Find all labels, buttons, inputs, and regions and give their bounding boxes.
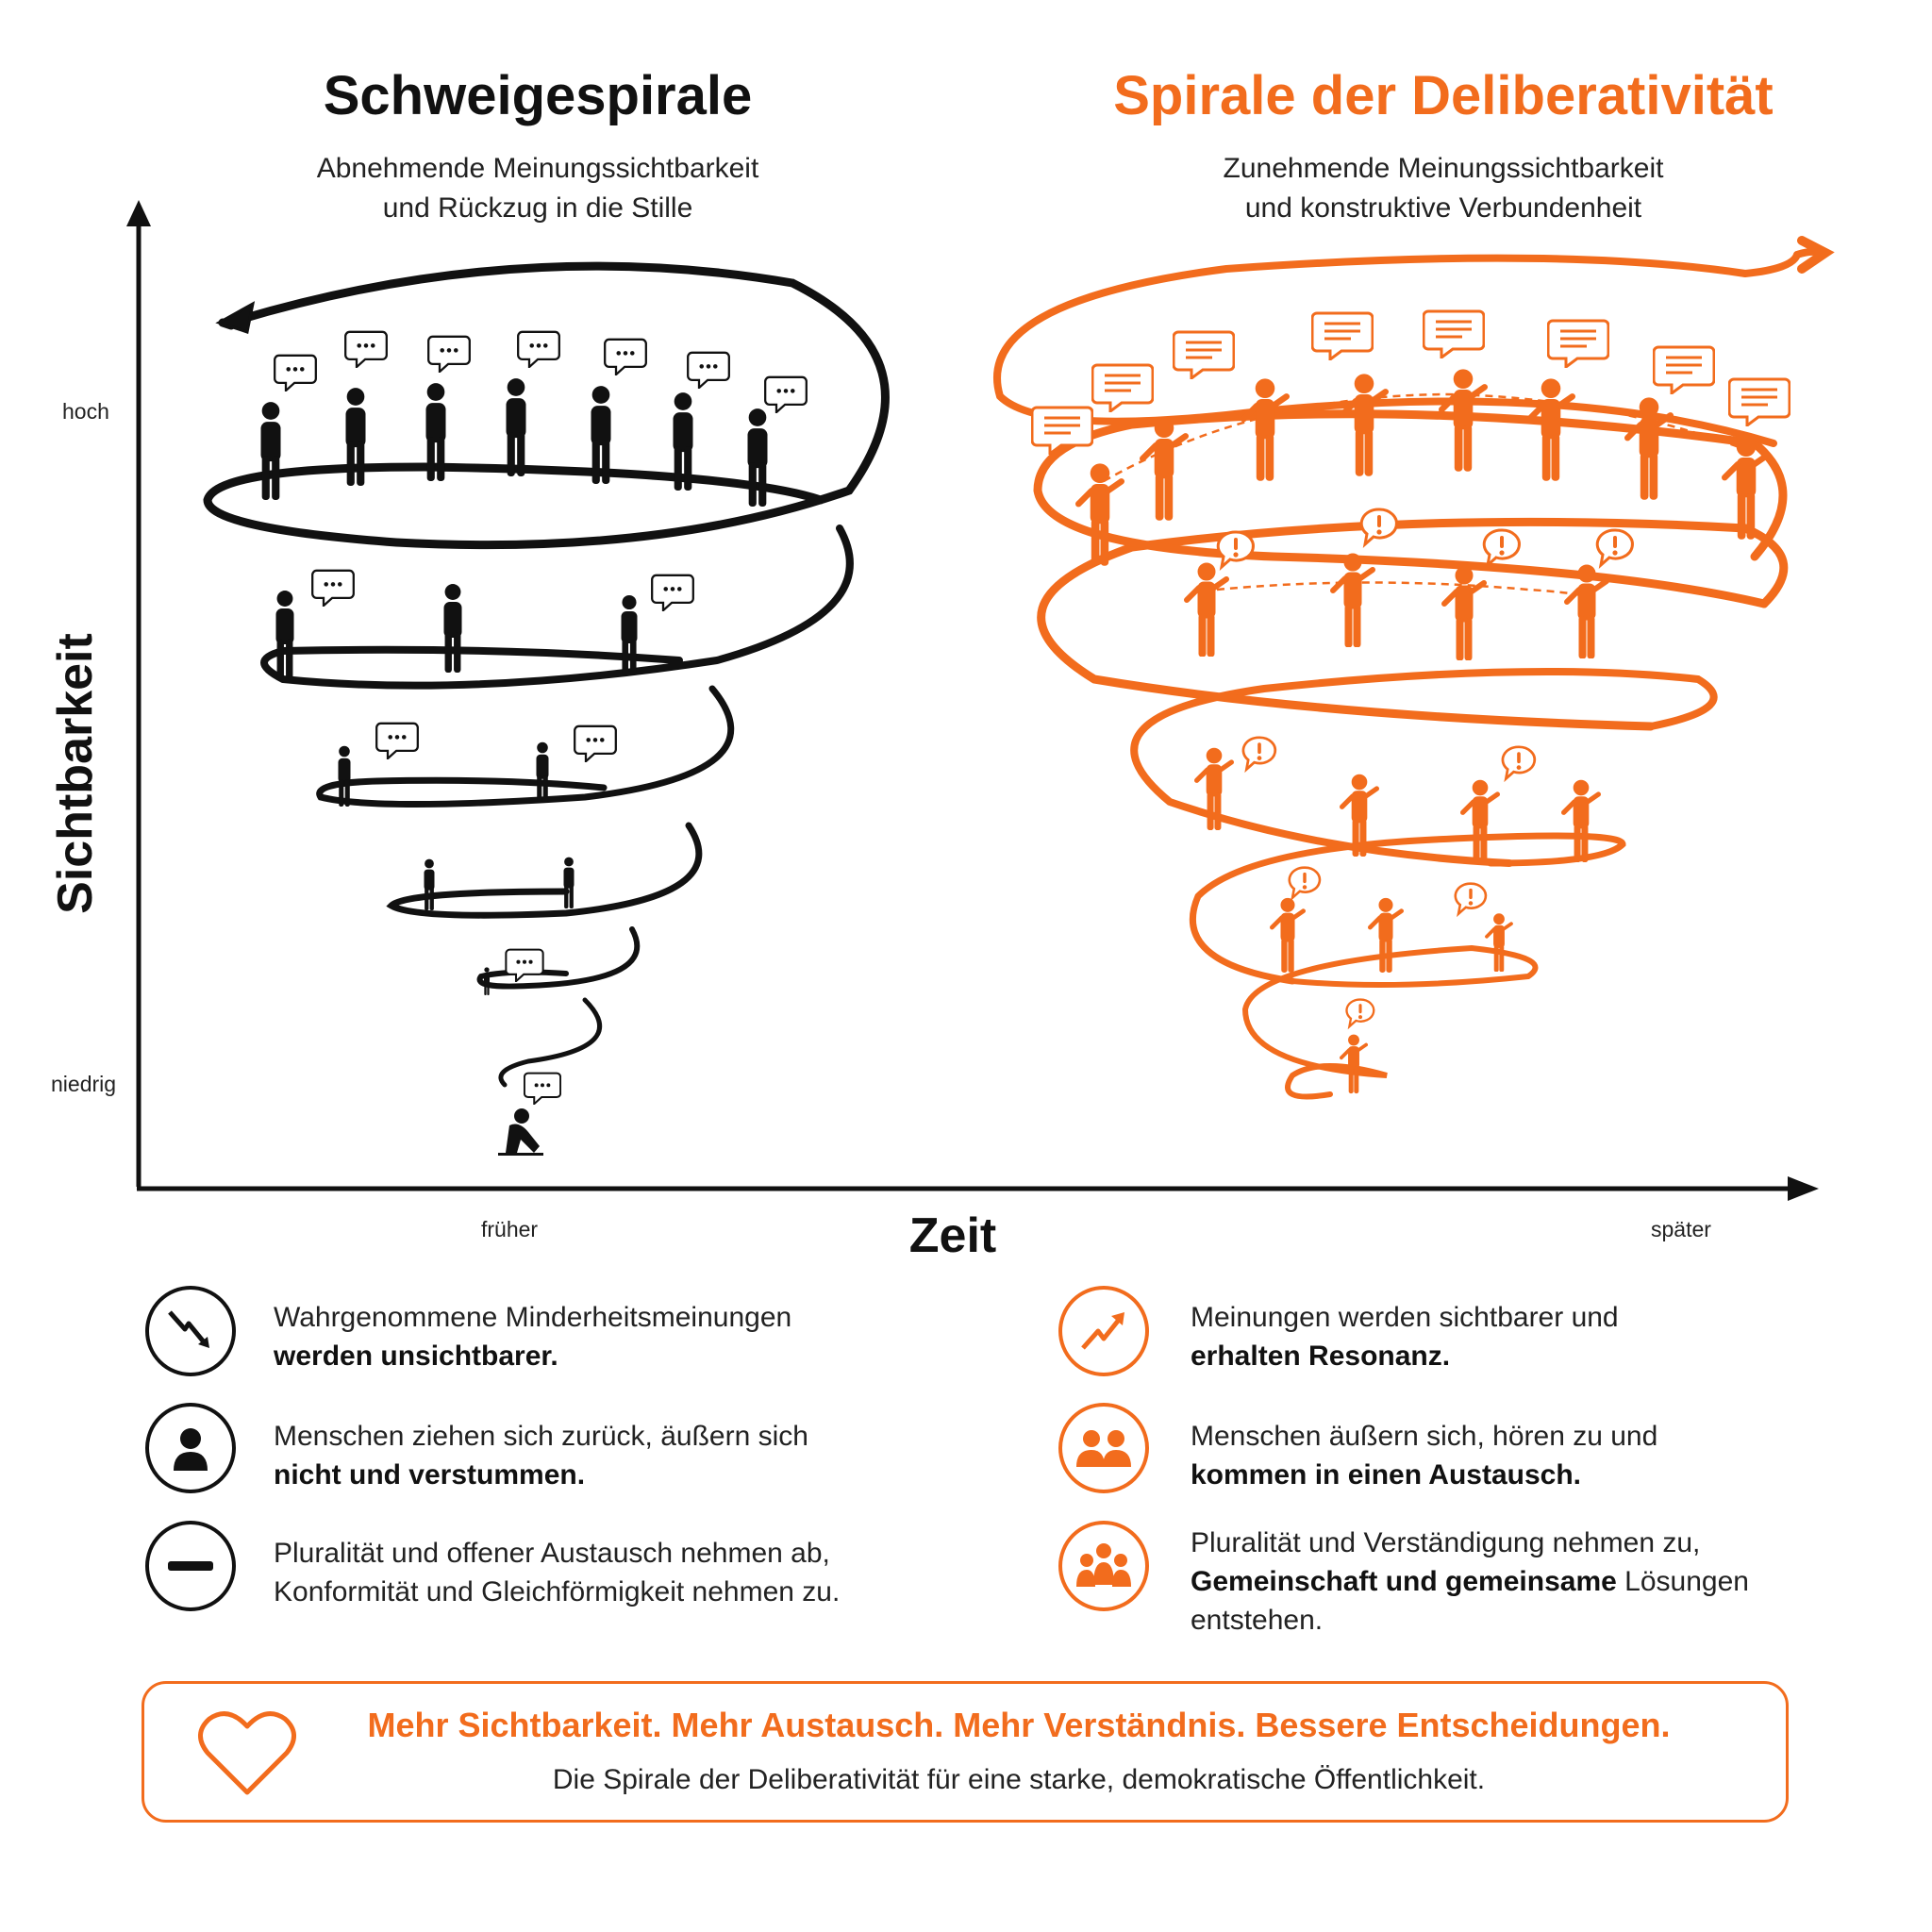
trend-up-icon <box>1058 1286 1149 1376</box>
banner-title: Mehr Sichtbarkeit. Mehr Austausch. Mehr Verständnis. Bessere Entscheidungen. <box>367 1706 1671 1744</box>
legend-right-3: Pluralität und Verständigung nehmen zu, Gemeinschaft und gemeinsame Lösungen entstehen. <box>1191 1527 1749 1636</box>
y-axis-high-label: hoch <box>62 399 109 424</box>
silence-spiral-subtitle: Abnehmende Meinungssichtbarkeit und Rückzug in die Stille <box>316 153 759 224</box>
sitting-person-icon <box>498 1108 543 1156</box>
y-axis-title: Sichtbarkeit <box>48 633 103 914</box>
person-icon <box>145 1403 236 1493</box>
silence-spiral-title: Schweigespirale <box>323 65 753 126</box>
x-axis-title: Zeit <box>908 1208 997 1263</box>
summary-banner <box>142 1681 1789 1823</box>
x-axis <box>137 1176 1819 1201</box>
legend-left-3: Pluralität und offener Austausch nehmen ab, Konformität und Gleichförmigkeit nehmen zu. <box>274 1538 841 1607</box>
deliberation-spiral-title: Spirale der Deliberativität <box>1113 65 1774 126</box>
silence-people <box>261 378 768 1156</box>
deliberation-spiral-subtitle: Zunehmende Meinungssichtbarkeit und konstruktive Verbundenheit <box>1223 153 1664 224</box>
legend-left-2: Menschen ziehen sich zurück, äußern sich nicht und verstummen. <box>274 1421 808 1491</box>
y-axis-low-label: niedrig <box>51 1072 117 1096</box>
banner-subtitle: Die Spirale der Deliberativität für eine starke, demokratische Öffentlichkeit. <box>552 1764 1486 1795</box>
heart-icon <box>196 1706 298 1805</box>
minus-icon <box>145 1521 236 1611</box>
legend-right-2: Menschen äußern sich, hören zu und kommen in einen Austausch. <box>1191 1421 1658 1491</box>
y-axis <box>126 200 151 1187</box>
x-axis-late-label: später <box>1651 1217 1711 1241</box>
legend-left-1: Wahrgenommene Minderheitsmeinungen werden unsichtbarer. <box>274 1302 792 1372</box>
legend-right-1: Meinungen werden sichtbarer und erhalten Resonanz. <box>1191 1302 1619 1372</box>
trend-down-icon <box>145 1286 236 1376</box>
group-icon <box>1058 1521 1149 1611</box>
two-people-icon <box>1058 1403 1149 1493</box>
x-axis-early-label: früher <box>481 1217 539 1241</box>
